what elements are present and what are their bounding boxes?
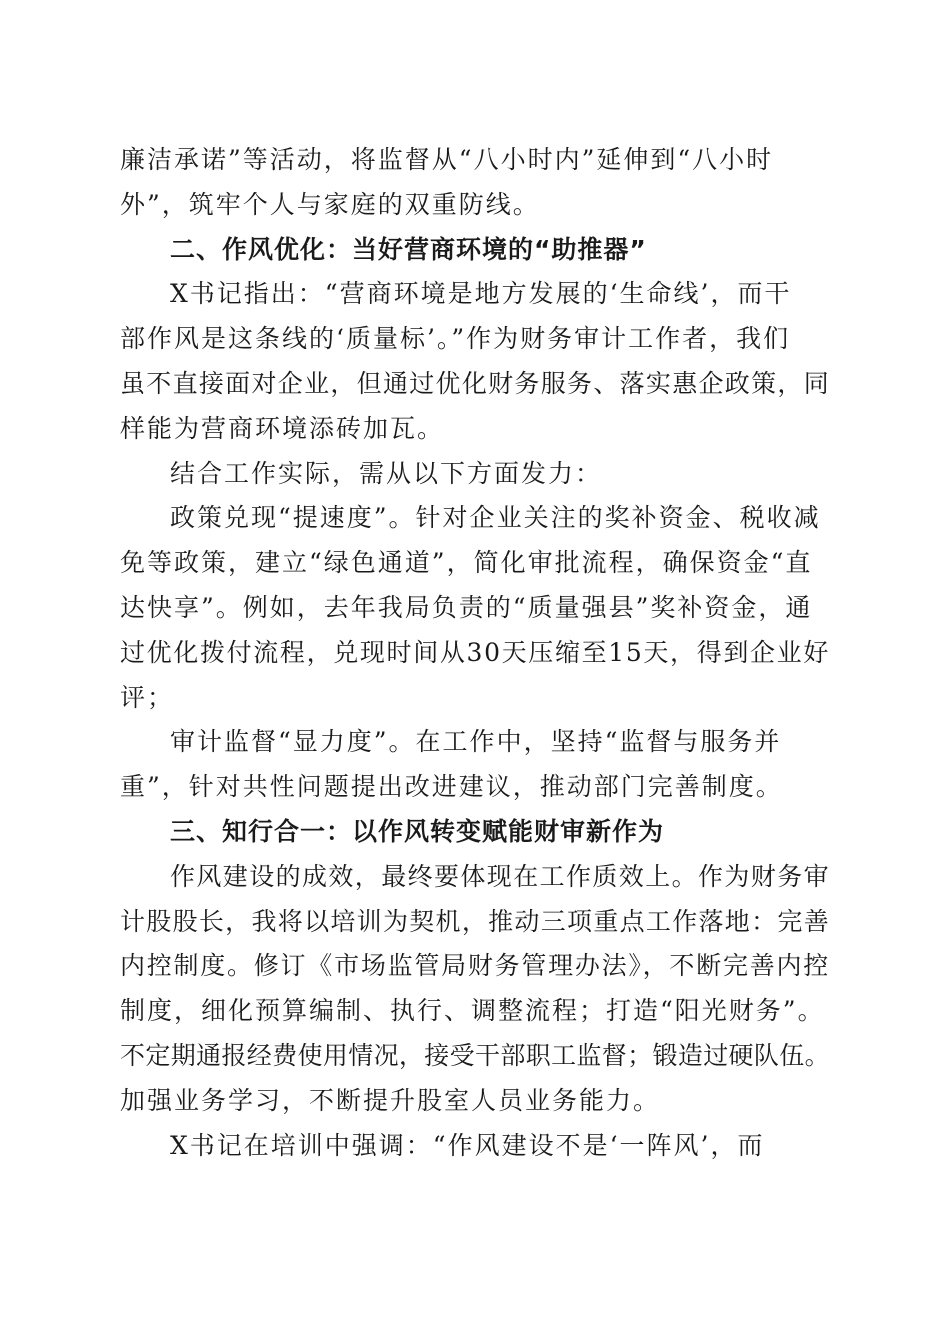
paragraph-line: 免等政策，建立“绿色通道”，简化审批流程，确保资金“直 [120, 548, 813, 578]
paragraph-line: 加强业务学习，不断提升股室人员业务能力。 [120, 1085, 661, 1115]
paragraph-line: 计股股长，我将以培训为契机，推动三项重点工作落地：完善 [120, 906, 830, 936]
paragraph-line: X书记指出：“营商环境是地方发展的‘生命线’，而干 [170, 279, 792, 309]
paragraph-line: 过优化拨付流程，兑现时间从30天压缩至15天，得到企业好 [120, 637, 830, 667]
section-heading-3: 三、知行合一：以作风转变赋能财审新作为 [170, 816, 665, 846]
paragraph-line: 不定期通报经费使用情况，接受干部职工监督；锻造过硬队伍。 [120, 1040, 830, 1070]
paragraph-line: 达快享”。例如，去年我局负责的“质量强县”奖补资金，通 [120, 592, 813, 622]
paragraph-line: 制度，细化预算编制、执行、调整流程；打造“阳光财务”。 [120, 996, 825, 1026]
paragraph-line: 内控制度。修订《市场监管局财务管理办法》，不断完善内控 [120, 951, 830, 981]
paragraph-line: 重”，针对共性问题提出改进建议，推动部门完善制度。 [120, 772, 783, 802]
section-heading-2: 二、作风优化：当好营商环境的“助推器” [170, 234, 647, 264]
paragraph-line: 审计监督“显力度”。在工作中，坚持“监督与服务并 [170, 727, 782, 757]
paragraph-line: 廉洁承诺”等活动，将监督从“八小时内”延伸到“八小时 [120, 145, 774, 174]
paragraph-line: 结合工作实际，需从以下方面发力： [170, 458, 603, 488]
paragraph-line: 作风建设的成效，最终要体现在工作质效上。作为财务审 [170, 861, 830, 891]
paragraph-line: 部作风是这条线的‘质量标’。”作为财务审计工作者，我们 [120, 324, 791, 354]
paragraph-line: 虽不直接面对企业，但通过优化财务服务、落实惠企政策，同 [120, 368, 830, 398]
paragraph-line: 样能为营商环境添砖加瓦。 [120, 413, 445, 443]
paragraph-line: 外”，筑牢个人与家庭的双重防线。 [120, 189, 540, 219]
document-body [120, 138, 830, 1168]
paragraph-line: 政策兑现“提速度”。针对企业关注的奖补资金、税收减 [170, 503, 821, 533]
paragraph-line: X书记在培训中强调：“作风建设不是‘一阵风’，而 [170, 1130, 765, 1160]
paragraph-line: 评； [120, 682, 175, 712]
